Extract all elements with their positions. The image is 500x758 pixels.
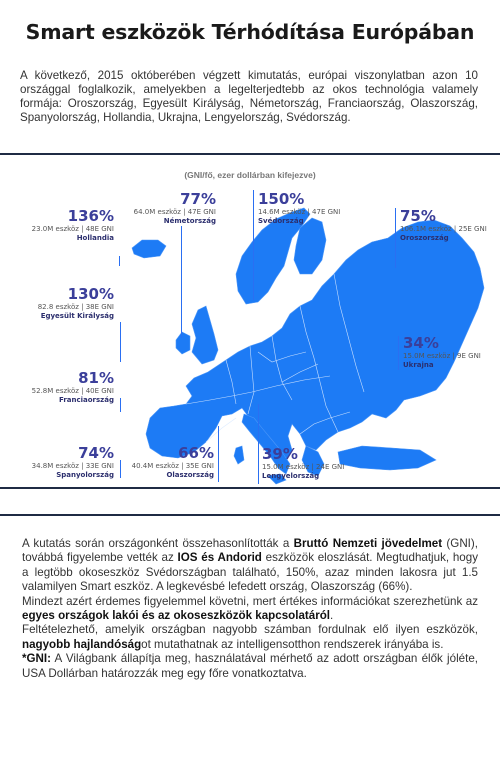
country-pct: 74% — [78, 444, 114, 462]
country-name: Svédország — [258, 217, 304, 225]
country-stats: 52.8M eszköz | 40E GNI — [31, 387, 114, 395]
iceland-shape — [132, 240, 166, 258]
country-pct: 66% — [178, 444, 214, 462]
country-stats: 23.0M eszköz | 48E GNI — [31, 225, 114, 233]
leader-line-nemetorszag — [181, 226, 182, 338]
country-label-spanyolorszag — [14, 445, 114, 480]
country-pct: 39% — [262, 445, 298, 463]
country-name: Oroszország — [400, 234, 449, 242]
body-text-span: A Világbank állapítja meg, használatával mérhető az adott országban élők jóléte, USA Dollárban határozzák meg egy főre vonatkoztatva. — [22, 652, 478, 680]
body-text-span: A kutatás során országonként összehasonlították a — [22, 537, 294, 550]
gni-note: (GNI/fő, ezer dollárban kifejezve) — [184, 170, 316, 180]
country-stats: 106.1M eszköz | 25E GNI — [400, 225, 487, 233]
leader-line-ukrajna — [398, 336, 399, 370]
body-paragraph — [22, 652, 478, 681]
body-bold-span: nagyobb hajlandóság — [22, 637, 142, 651]
body-text-span: ot mutathatnak az intelligensotthon rendszerek irányába is. — [141, 637, 444, 651]
country-pct: 136% — [67, 207, 114, 225]
body-bold-span: IOS és Andorid — [177, 551, 262, 565]
country-stats: 15.0M eszköz | 24E GNI — [262, 463, 345, 471]
body-text-span: (GNI), továbbá figyelembe vették az — [22, 537, 478, 565]
body-bold-span: *GNI: — [22, 652, 51, 666]
body-top-divider — [0, 514, 500, 516]
country-name: Egyesült Királyság — [40, 312, 114, 320]
country-name: Németország — [163, 217, 216, 225]
country-pct: 81% — [78, 369, 114, 387]
country-pct: 77% — [180, 190, 216, 208]
body-text-span: . — [330, 609, 334, 623]
country-label-egyesult-kiralysag — [18, 286, 114, 321]
country-stats: 14.6M eszköz | 47E GNI — [258, 208, 341, 216]
country-label-olaszorszag — [110, 445, 214, 480]
body-text-span: Mindezt azért érdemes figyelemmel követni, mert értékes információkat szerezhetünk az — [22, 594, 478, 608]
leader-line-franciaorszag — [120, 398, 121, 412]
country-stats: 64.0M eszköz | 47E GNI — [133, 208, 216, 216]
leader-line-lengyelorszag — [258, 404, 259, 484]
country-stats: 82.8 eszköz | 38E GNI — [37, 303, 114, 311]
country-label-lengyelorszag — [262, 446, 374, 481]
ireland-shape — [176, 332, 190, 354]
country-pct: 150% — [258, 190, 305, 208]
country-pct: 75% — [400, 207, 436, 225]
body-paragraph — [22, 595, 478, 624]
page-title: Smart eszközök Térhódítása Európában — [25, 20, 475, 44]
country-pct: 130% — [67, 285, 114, 303]
map-bottom-divider — [0, 487, 500, 489]
country-label-nemetorszag — [110, 191, 216, 226]
body-text-span: eszközök eloszlását. Megtudhatjuk, hogy a legtöbb okoseszköz Svédországban található, 150%, azaz minden lakosra jut 1.5 valamilyen Smart eszköz. A legkevésbé lefedett ország, Olaszország (66%). — [22, 551, 478, 594]
country-name: Spanyolország — [56, 471, 114, 479]
country-label-hollandia — [18, 208, 114, 243]
sardinia-shape — [234, 446, 244, 464]
country-stats: 34.8M eszköz | 33E GNI — [31, 462, 114, 470]
country-name: Olaszország — [166, 471, 214, 479]
great-britain-shape — [192, 306, 218, 364]
country-name: Lengyelország — [262, 472, 320, 480]
country-stats: 40.4M eszköz | 35E GNI — [131, 462, 214, 470]
intro-paragraph: A következő, 2015 októberében végzett kimutatás, európai viszonylatban azon 10 országgal foglalkozik, amelyekben a legelterjedtebb az okos technológia valamely formája: Oroszország, Egyesült Királyság, Németország, Franciaország, Olaszország, Spanyolország, Hollandia, Ukrajna, Lengyelország, Svédország. — [20, 69, 478, 124]
country-name: Ukrajna — [403, 361, 434, 369]
leader-line-egyesult-kiralysag — [120, 322, 121, 362]
leader-line-oroszorszag — [395, 208, 396, 268]
leader-line-hollandia — [119, 256, 120, 266]
body-text-span: Feltételezhető, amelyik országban nagyobb számban fordulnak elő ilyen eszközök, — [22, 623, 478, 637]
country-label-franciaorszag — [18, 370, 114, 405]
top-divider — [0, 153, 500, 155]
body-paragraph — [22, 537, 478, 595]
country-pct: 34% — [403, 334, 439, 352]
country-label-svedorszag — [258, 191, 368, 226]
country-label-ukrajna — [403, 335, 498, 370]
country-name: Hollandia — [76, 234, 114, 242]
country-label-oroszorszag — [400, 208, 498, 243]
body-bold-span: egyes országok lakói és az okoseszközök kapcsolatáról — [22, 609, 331, 623]
europe-map — [0, 156, 500, 486]
country-stats: 15.0M eszköz | 9E GNI — [403, 352, 481, 360]
body-paragraph — [22, 623, 478, 652]
body-text — [22, 537, 478, 681]
country-name: Franciaország — [58, 396, 114, 404]
leader-line-svedorszag — [253, 190, 254, 300]
body-bold-span: Bruttó Nemzeti jövedelmet — [293, 537, 443, 550]
leader-line-olaszorszag — [218, 426, 219, 482]
